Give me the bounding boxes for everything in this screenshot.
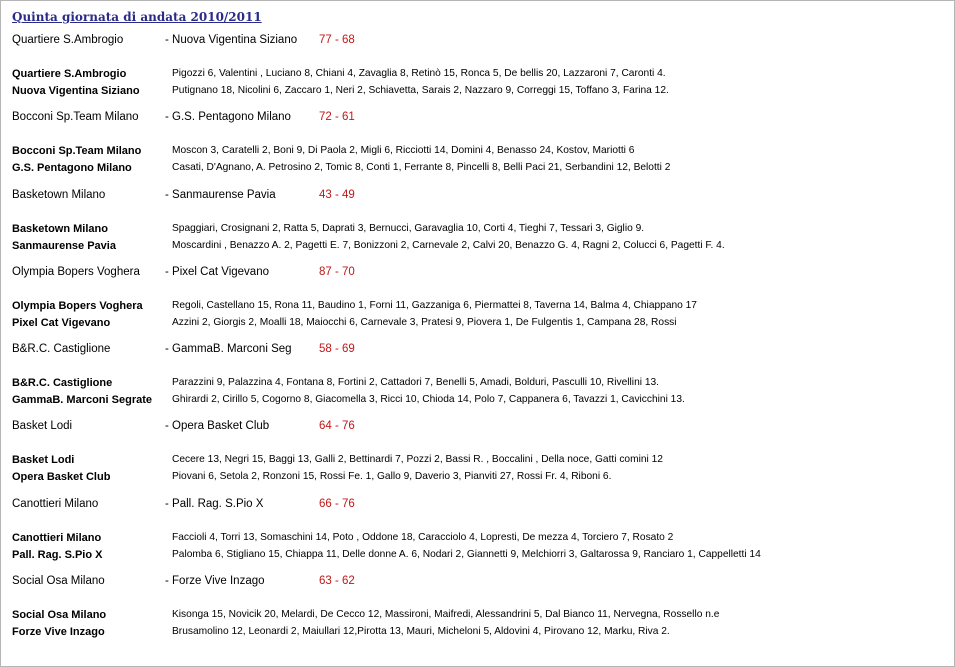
scorers-row-away — [12, 162, 942, 179]
team-name: Canottieri Milano — [12, 532, 102, 544]
player-list: Azzini 2, Giorgis 2, Moalli 18, Maiocchi 6, Carnevale 3, Pratesi 9, Piovera 1, De Fulgentis 1, Campana 28, Rossi — [172, 317, 677, 328]
away-team: - Pixel Cat Vigevano — [165, 266, 269, 278]
scorers-row-away — [12, 240, 942, 257]
match-score: 72 - 61 — [319, 111, 355, 123]
match-score: 64 - 76 — [319, 420, 355, 432]
player-list: Moscardini , Benazzo A. 2, Pagetti E. 7, Bonizzoni 2, Carnevale 2, Calvi 20, Benazzo G. 4, Ragni 2, Colucci 6, Pagetti F. 4. — [172, 240, 725, 251]
home-team: Quartiere S.Ambrogio — [12, 34, 124, 46]
scorers-row-home — [12, 532, 942, 549]
match-score: 66 - 76 — [319, 498, 355, 510]
away-team: - Opera Basket Club — [165, 420, 270, 432]
player-list: Ghirardi 2, Cirillo 5, Cogorno 8, Giacomella 3, Ricci 10, Chioda 14, Polo 7, Cappanera 6, Tavazzi 1, Cavicchini 13. — [172, 394, 685, 405]
home-team: Olympia Bopers Voghera — [12, 266, 140, 278]
scorers-block — [12, 68, 942, 102]
match-score: 63 - 62 — [319, 575, 355, 587]
team-name: G.S. Pentagono Milano — [12, 162, 132, 174]
player-list: Parazzini 9, Palazzina 4, Fontana 8, Fortini 2, Cattadori 7, Benelli 5, Amadi, Bolduri, Pasculli 10, Rivellini 13. — [172, 377, 659, 388]
scorers-row-away — [12, 626, 942, 643]
scorers-row-home — [12, 377, 942, 394]
scorers-row-home — [12, 454, 942, 471]
match-score: 43 - 49 — [319, 189, 355, 201]
team-name: Quartiere S.Ambrogio — [12, 68, 127, 80]
player-list: Spaggiari, Crosignani 2, Ratta 5, Daprati 3, Bernucci, Garavaglia 10, Corti 4, Tieghi 7, Tessari 3, Giglio 9. — [172, 223, 645, 234]
player-list: Regoli, Castellano 15, Rona 11, Baudino 1, Forni 11, Gazzaniga 6, Piermattei 8, Taverna 14, Balma 4, Chiappano 17 — [172, 300, 697, 311]
home-team: Basketown Milano — [12, 189, 106, 201]
scorers-row-away — [12, 85, 942, 102]
team-name: Sanmaurense Pavia — [12, 240, 116, 252]
player-list: Faccioli 4, Torri 13, Somaschini 14, Poto , Oddone 18, Caracciolo 4, Lopresti, De mezza 4, Torciero 7, Rosato 2 — [172, 532, 674, 543]
away-team: - Forze Vive Inzago — [165, 575, 265, 587]
team-name: Pixel Cat Vigevano — [12, 317, 111, 329]
player-list: Kisonga 15, Novicik 20, Melardi, De Cecco 12, Massironi, Maifredi, Alessandrini 5, Dal Bianco 11, Nervegna, Rossello n.e — [172, 609, 720, 620]
home-team: B&R.C. Castiglione — [12, 343, 111, 355]
scorers-block — [12, 454, 942, 488]
team-name: Opera Basket Club — [12, 471, 111, 483]
player-list: Piovani 6, Setola 2, Ronzoni 15, Rossi Fe. 1, Gallo 9, Daverio 3, Pianviti 27, Rossi Fr. 4, Riboni 6. — [172, 471, 612, 482]
match-score: 87 - 70 — [319, 266, 355, 278]
away-team: - G.S. Pentagono Milano — [165, 111, 291, 123]
player-list: Palomba 6, Stigliano 15, Chiappa 11, Delle donne A. 6, Nodari 2, Giannetti 9, Melchiorri 3, Galtarossa 9, Ranciaro 1, Cappelletti 14 — [172, 549, 761, 560]
scorers-row-home — [12, 145, 942, 162]
scorers-row-away — [12, 317, 942, 334]
scorers-block — [12, 609, 942, 643]
scorers-block — [12, 377, 942, 411]
team-name: GammaB. Marconi Segrate — [12, 394, 152, 406]
scorers-row-home — [12, 300, 942, 317]
scorers-row-away — [12, 549, 942, 566]
player-list: Brusamolino 12, Leonardi 2, Maiullari 12,Pirotta 13, Mauri, Micheloni 5, Aldovini 4, Pirovano 12, Marku, Riva 2. — [172, 626, 670, 637]
scorers-block — [12, 223, 942, 257]
team-name: Basket Lodi — [12, 454, 75, 466]
home-team: Social Osa Milano — [12, 575, 105, 587]
team-name: Olympia Bopers Voghera — [12, 300, 143, 312]
team-name: Bocconi Sp.Team Milano — [12, 145, 142, 157]
away-team: - Pall. Rag. S.Pio X — [165, 498, 264, 510]
match-score: 77 - 68 — [319, 34, 355, 46]
player-list: Casati, D'Agnano, A. Petrosino 2, Tomic 8, Conti 1, Ferrante 8, Pincelli 8, Belli Paci 21, Serbandini 12, Belotti 2 — [172, 162, 671, 173]
player-list: Putignano 18, Nicolini 6, Zaccaro 1, Neri 2, Schiavetta, Sarais 2, Nazzaro 9, Correggi 15, Toffano 3, Farina 12. — [172, 85, 669, 96]
home-team: Bocconi Sp.Team Milano — [12, 111, 139, 123]
page-title-link[interactable]: Quinta giornata di andata 2010/2011 — [12, 10, 262, 24]
player-list: Moscon 3, Caratelli 2, Boni 9, Di Paola 2, Migli 6, Ricciotti 14, Domini 4, Benasso 24, Kostov, Mariotti 6 — [172, 145, 635, 156]
team-name: B&R.C. Castiglione — [12, 377, 113, 389]
scorers-block — [12, 145, 942, 179]
scorers-row-home — [12, 68, 942, 85]
player-list: Cecere 13, Negri 15, Baggi 13, Galli 2, Bettinardi 7, Pozzi 2, Bassi R. , Boccalini , Della noce, Gatti comini 12 — [172, 454, 663, 465]
team-name: Basketown Milano — [12, 223, 108, 235]
home-team: Canottieri Milano — [12, 498, 99, 510]
player-list: Pigozzi 6, Valentini , Luciano 8, Chiani 4, Zavaglia 8, Retinò 15, Ronca 5, De bellis 20, Lazzaroni 7, Caronti 4. — [172, 68, 666, 79]
scorers-row-away — [12, 471, 942, 488]
scorers-row-away — [12, 394, 942, 411]
away-team: - GammaB. Marconi Seg — [165, 343, 292, 355]
scorers-block — [12, 300, 942, 334]
scorers-row-home — [12, 609, 942, 626]
home-team: Basket Lodi — [12, 420, 73, 432]
team-name: Nuova Vigentina Siziano — [12, 85, 140, 97]
team-name: Social Osa Milano — [12, 609, 107, 621]
away-team: - Nuova Vigentina Siziano — [165, 34, 298, 46]
team-name: Forze Vive Inzago — [12, 626, 105, 638]
match-score: 58 - 69 — [319, 343, 355, 355]
away-team: - Sanmaurense Pavia — [165, 189, 276, 201]
scorers-block — [12, 532, 942, 566]
team-name: Pall. Rag. S.Pio X — [12, 549, 103, 561]
scorers-row-home — [12, 223, 942, 240]
